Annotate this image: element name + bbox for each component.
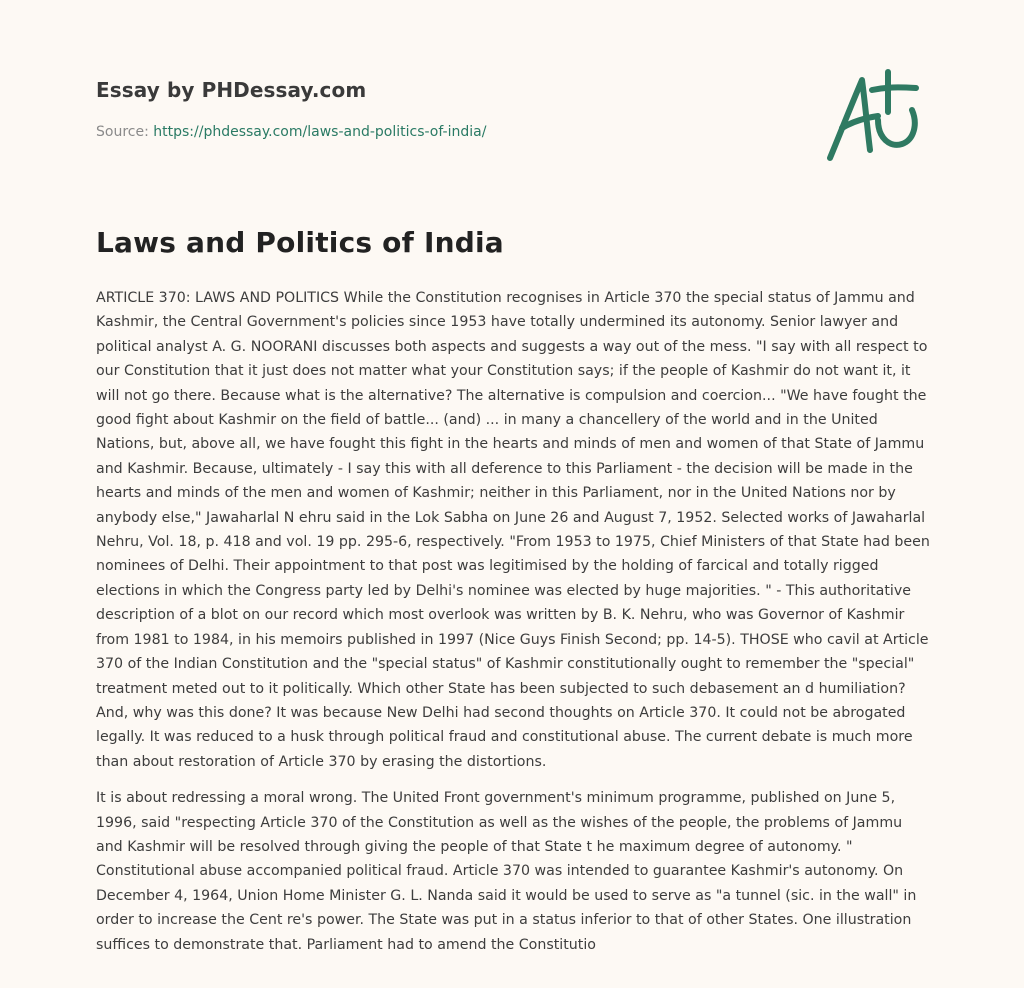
source-line [96, 124, 486, 140]
a-plus-logo-icon [818, 66, 928, 166]
essay-body [96, 286, 932, 969]
source-label: Source: [96, 124, 154, 140]
source-link[interactable]: https://phdessay.com/laws-and-politics-of-india/ [153, 124, 487, 140]
essay-paragraph-2: It is about redressing a moral wrong. The United Front government's minimum programme, published on June 5, 1996, said "respecting Article 370 of the Constitution as well as the wishes of the people, the problems of Jammu and Kashmir will be resolved through giving the people of that State t he maximum degree of autonomy. " Constitutional abuse accompanied political fraud. Article 370 was intended to guarantee Kashmir's autonomy. On December 4, 1964, Union Home Minister G. L. Nanda said it would be used to serve as "a tunnel (sic. in the wall" in order to increase the Cent re's power. The State was put in a status inferior to that of other States. One illustration suffices to demonstrate that. Parliament had to amend the Constitutio [96, 790, 917, 953]
site-brand: Essay by PHDessay.com [96, 78, 367, 102]
essay-paragraph-1: ARTICLE 370: LAWS AND POLITICS While the Constitution recognises in Article 370 the special status of Jammu and Kashmir, the Central Government's policies since 1953 have totally undermined its autonomy. Senior lawyer and political analyst A. G. NOORANI discusses both aspects and suggests a way out of the mess. "I say with all respect to our Constitution that it just does not matter what your Constitution says; if the people of Kashmir do not want it, it will not go there. Because what is the alternative? The alternative is compulsion and coercion... "We have fought the good fight about Kashmir on the field of battle... (and) ... in many a chancellery of the world and in the United Nations, but, above all, we have fought this fight in the hearts and minds of men and women of that State of Jammu and Kashmir. Because, ultimately - I say this with all deference to this Parliament - the decision will be made in the hearts and minds of the men and women of Kashmir; neither in this Parliament, nor in the United Nations nor by anybody else," Jawaharlal N ehru said in the Lok Sabha on June 26 and August 7, 1952. Selected works of Jawaharlal Nehru, Vol. 18, p. 418 and vol. 19 pp. 295-6, respectively. "From 1953 to 1975, Chief Ministers of that State had been nominees of Delhi. Their appointment to that post was legitimised by the holding of farcical and totally rigged elections in which the Congress party led by Delhi's nominee was elected by huge majorities. " - This authoritative description of a blot on our record which most overlook was written by B. K. Nehru, who was Governor of Kashmir from 1981 to 1984, in his memoirs published in 1997 (Nice Guys Finish Second; pp. 14-5). THOSE who cavil at Article 370 of the Indian Constitution and the "special status" of Kashmir constitutionally ought to remember the "special" treatment meted out to it politically. Which other State has been subjected to such debasement an d humiliation? And, why was this done? It was because New Delhi had second thoughts on Article 370. It could not be abrogated legally. It was reduced to a husk through political fraud and constitutional abuse. The current debate is much more than about restoration of Article 370 by erasing the distortions. [96, 290, 930, 770]
essay-title: Laws and Politics of India [96, 226, 504, 259]
